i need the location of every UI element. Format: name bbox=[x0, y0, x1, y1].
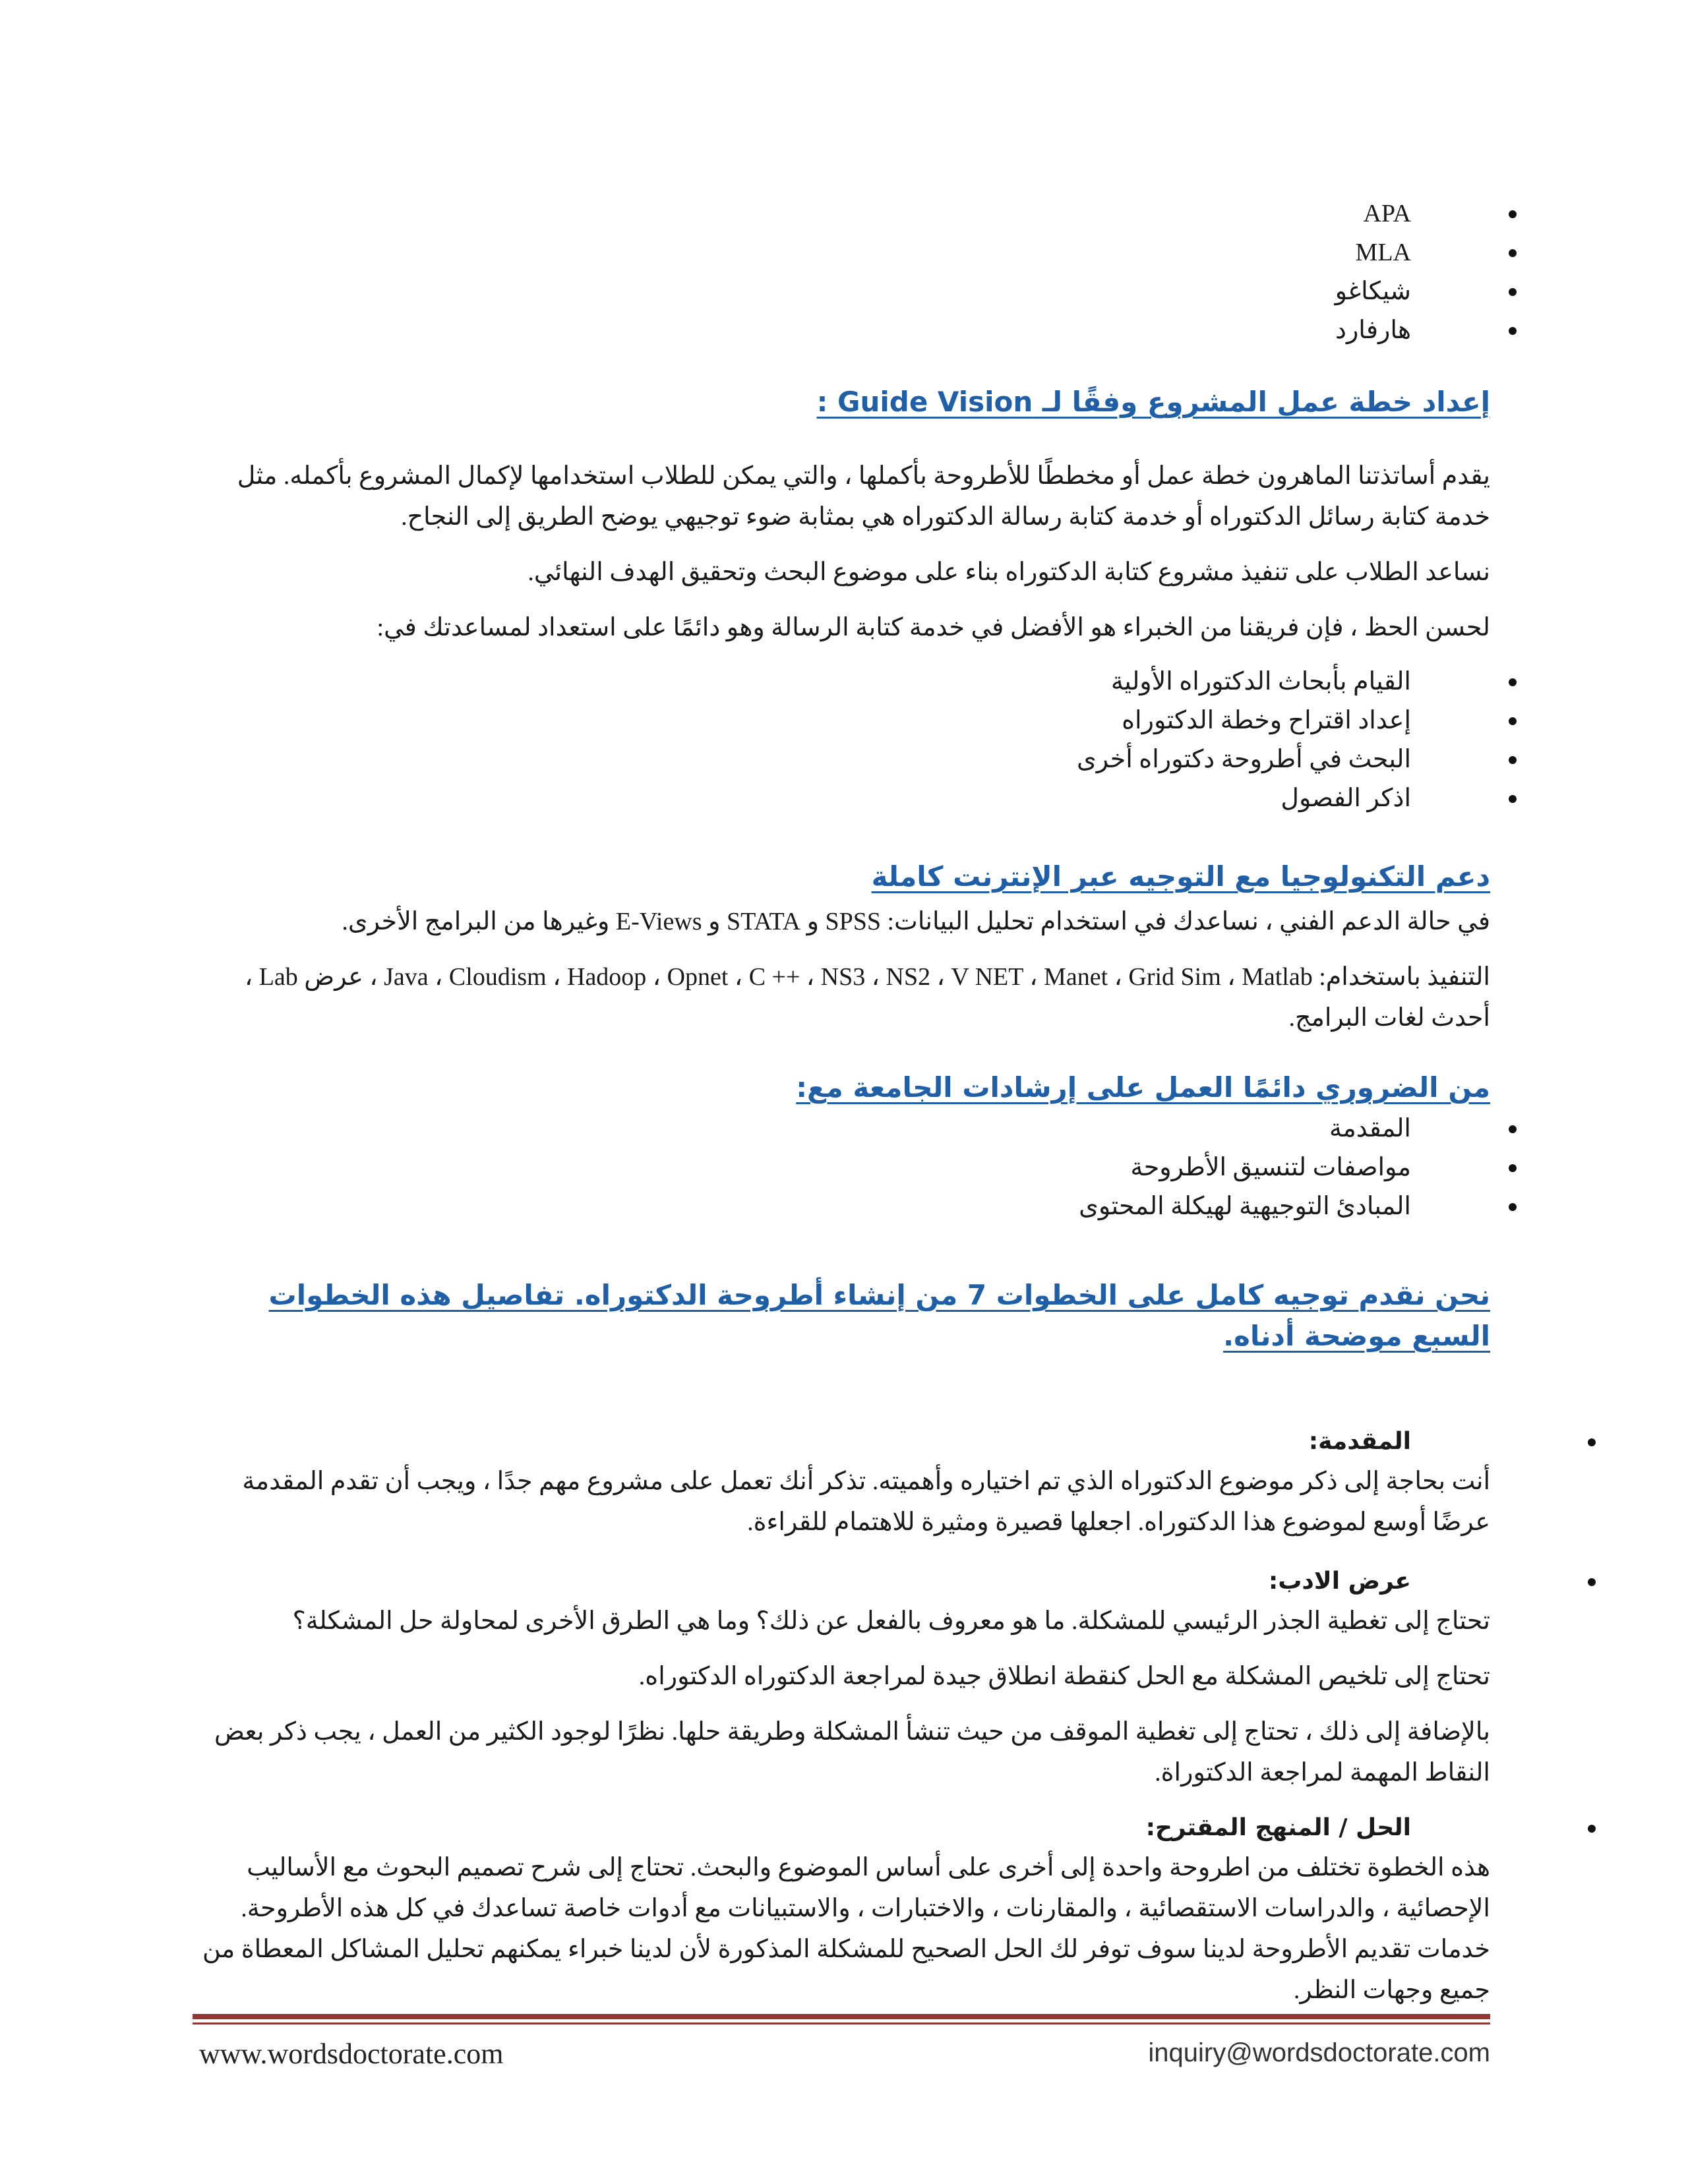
section-heading-steps: نحن نقدم توجيه كامل على الخطوات 7 من إنشاء أطروحة الدكتوراه. تفاصيل هذه الخطوات السبع موضحة أدناه. bbox=[268, 1279, 1490, 1352]
paragraph: التنفيذ باستخدام: Java ، Cloudism ، Hadoop ، Opnet ، C ++ ، NS3 ، NS2 ، V NET ، Manet ، Grid Sim ، Matlab ، عرض Lab ، أحدث لغات البرامج. bbox=[244, 963, 1490, 1032]
bullet-icon bbox=[1588, 1438, 1596, 1446]
step-title-literature: عرض الادب: bbox=[191, 1562, 1490, 1601]
paragraph: هذه الخطوة تختلف من اطروحة واحدة إلى أخرى على أساس الموضوع والبحث. تحتاج إلى شرح تصميم البحوث مع الأساليب الإحصائية ، والدراسات الاستقصائية ، والمقارنات ، والاختبارات ، والاستبيانات مع أدوات خاصة تساعدك في كل هذه الأطروحة. خدمات تقديم الأطروحة لدينا سوف توفر لك الحل الصحيح للمشكلة المذكورة لأن لدينا خبراء يمكنهم تحليل المشاكل المعطاة من جميع وجهات النظر. bbox=[202, 1854, 1490, 2004]
bullet-icon bbox=[1509, 1125, 1517, 1133]
paragraph: بالإضافة إلى ذلك ، تحتاج إلى تغطية الموقف من حيث تنشأ المشكلة وطريقة حلها. نظرًا لوجود الكثير من العمل ، يجب ذكر بعض النقاط المهمة لمراجعة الدكتوراة. bbox=[214, 1718, 1490, 1786]
list-item: مواصفات لتنسيق الأطروحة bbox=[191, 1148, 1411, 1187]
paragraph: يقدم أساتذتنا الماهرون خطة عمل أو مخططًا للأطروحة بأكملها ، والتي يمكن للطلاب استخدامها لإكمال المشروع بأكمله. مثل خدمة كتابة رسائل الدكتوراه أو خدمة كتابة رسالة الدكتوراه هي بمثابة ضوء توجيهي يوضح الطريق إلى النجاح. bbox=[237, 462, 1490, 531]
paragraph: أنت بحاجة إلى ذكر موضوع الدكتوراه الذي تم اختياره وأهميته. تذكر أنك تعمل على مشروع مهم جدًا ، ويجب أن تقدم المقدمة عرضًا أوسع لموضوع هذا الدكتوراه. اجعلها قصيرة ومثيرة للاهتمام للقراءة. bbox=[242, 1467, 1490, 1536]
services-list bbox=[191, 663, 1490, 818]
citation-style-list bbox=[191, 194, 1490, 350]
footer-rule-thin bbox=[193, 2022, 1490, 2024]
section-heading-plan: إعداد خطة عمل المشروع وفقًا لـ Guide Vision : bbox=[816, 386, 1490, 418]
bullet-icon bbox=[1509, 678, 1517, 686]
document-body bbox=[191, 194, 1490, 2025]
list-item: MLA bbox=[191, 233, 1411, 272]
paragraph: في حالة الدعم الفني ، نساعدك في استخدام تحليل البيانات: SPSS و STATA و E-Views وغيرها من البرامج الأخرى. bbox=[342, 908, 1490, 935]
step-title-introduction: المقدمة: bbox=[191, 1423, 1490, 1461]
paragraph: تحتاج إلى تغطية الجذر الرئيسي للمشكلة. ما هو معروف بالفعل عن ذلك؟ وما هي الطرق الأخرى لمحاولة حل المشكلة؟ bbox=[292, 1607, 1490, 1635]
footer-email-link[interactable]: inquiry@wordsdoctorate.com bbox=[1148, 2038, 1490, 2067]
list-item: المبادئ التوجيهية لهيكلة المحتوى bbox=[191, 1187, 1411, 1226]
list-item: القيام بأبحاث الدكتوراه الأولية bbox=[191, 663, 1411, 701]
bullet-icon bbox=[1509, 210, 1517, 218]
step-title-methodology: الحل / المنهج المقترح: bbox=[191, 1809, 1490, 1847]
list-item: المقدمة bbox=[191, 1109, 1411, 1148]
section-heading-tech: دعم التكنولوجيا مع التوجيه عبر الإنترنت كاملة bbox=[871, 860, 1490, 893]
bullet-icon bbox=[1509, 249, 1517, 257]
list-item: شيكاغو bbox=[191, 272, 1411, 311]
section-heading-guidelines: من الضروري دائمًا العمل على إرشادات الجامعة مع: bbox=[796, 1071, 1490, 1104]
bullet-icon bbox=[1509, 1203, 1517, 1211]
list-item: APA bbox=[191, 194, 1411, 233]
bullet-icon bbox=[1509, 288, 1517, 296]
paragraph: لحسن الحظ ، فإن فريقنا من الخبراء هو الأفضل في خدمة كتابة الرسالة وهو دائمًا على استعداد لمساعدتك في: bbox=[377, 614, 1490, 641]
bullet-icon bbox=[1509, 1164, 1517, 1172]
bullet-icon bbox=[1588, 1578, 1596, 1586]
bullet-icon bbox=[1509, 795, 1517, 803]
footer-website-link[interactable]: www.wordsdoctorate.com bbox=[199, 2038, 504, 2070]
bullet-icon bbox=[1509, 756, 1517, 764]
list-item: اذكر الفصول bbox=[191, 779, 1411, 818]
list-item: هارفارد bbox=[191, 311, 1411, 350]
footer-rule bbox=[193, 2014, 1490, 2019]
list-item: إعداد اقتراح وخطة الدكتوراه bbox=[191, 701, 1411, 740]
guidelines-list bbox=[191, 1109, 1490, 1226]
paragraph: تحتاج إلى تلخيص المشكلة مع الحل كنقطة انطلاق جيدة لمراجعة الدكتوراه الدكتوراه. bbox=[638, 1663, 1490, 1690]
list-item: البحث في أطروحة دكتوراه أخرى bbox=[191, 740, 1411, 779]
bullet-icon bbox=[1509, 327, 1517, 335]
paragraph: نساعد الطلاب على تنفيذ مشروع كتابة الدكتوراه بناء على موضوع البحث وتحقيق الهدف النهائي. bbox=[528, 558, 1490, 586]
bullet-icon bbox=[1588, 1825, 1596, 1833]
bullet-icon bbox=[1509, 717, 1517, 725]
